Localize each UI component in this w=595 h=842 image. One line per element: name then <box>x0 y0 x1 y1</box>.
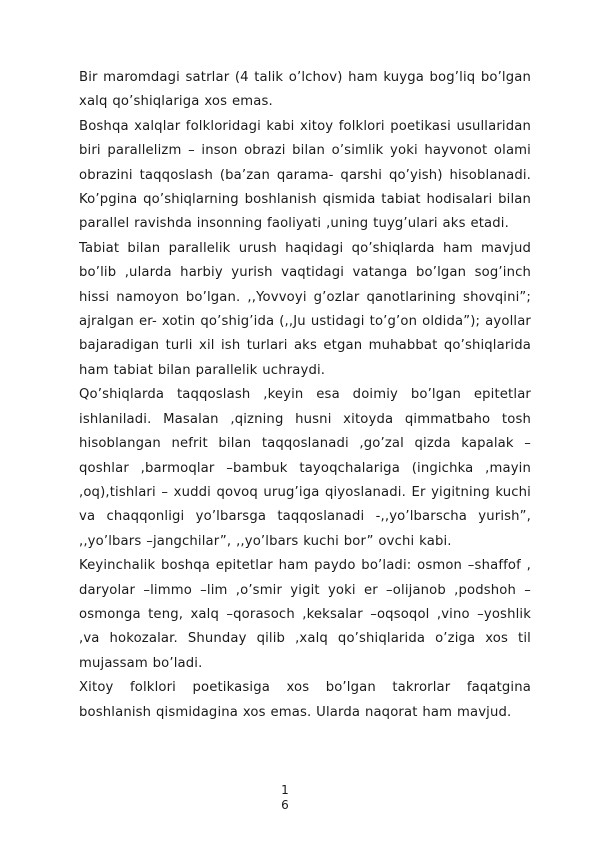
paragraph: Qo’shiqlarda taqqoslash ,keyin esa doimiy bo’lgan epitetlar ishlaniladi. Masalan ,qizning husni xitoyda qimmatbaho tosh hisoblangan nefrit bilan taqqoslanadi ,go’zal qizda kapalak –qoshlar ,barmoqlar –bambuk tayoqchalariga (ingichka ,mayin ,oq),tishlari – xuddi qovoq urug’iga qiyoslanadi. Er yigitning kuchi va chaqqonligi yo’lbarsga taqqoslanadi -,,yo’lbarscha yurish”, ,,yo’lbars –jangchilar”, ,,yo’lbars kuchi bor” ovchi kabi. <box>79 387 531 549</box>
paragraph: Xitoy folklori poetikasiga xos bo’lgan takrorlar faqatgina boshlanish qismidagina xos emas. Ularda naqorat ham mavjud. <box>79 680 531 720</box>
paragraph: Tabiat bilan parallelik urush haqidagi qo’shiqlarda ham mavjud bo’lib ,ularda harbiy yurish vaqtidagi vatanga bo’lgan sog’inch hissi namoyon bo’lgan. ,,Yovvoyi g’ozlar qanotlarining shovqini”; ajralgan er- xotin qo’shig’ida (,,Ju ustidagi to’g’on oldida”); ayollar bajaradigan turli xil ish turlari aks etgan muhabbat qo’shiqlarida ham tabiat bilan parallelik uchraydi. <box>79 240 531 378</box>
page-number-digit: 6 <box>281 798 289 812</box>
page-number <box>280 783 290 813</box>
body-text <box>79 66 531 725</box>
paragraph: Keyinchalik boshqa epitetlar ham paydo bo’ladi: osmon –shaffof , daryolar –limmo –lim ,o’smir yigit yoki er –olijanob ,podshoh – osmonga teng, xalq –qorasoch ,keksalar –oqsoqol ,vino –yoshlik ,va hokozalar. Shunday qilib ,xalq qo’shiqlarida o’ziga xos til mujassam bo’ladi. <box>79 558 531 671</box>
page-number-digit: 1 <box>281 783 289 797</box>
paragraph: Boshqa xalqlar folkloridagi kabi xitoy folklori poetikasi usullaridan biri parallelizm – inson obrazi bilan o’simlik yoki hayvonot olami obrazini taqqoslash (ba’zan qarama- qarshi qo’yish) hisoblanadi. Ko’pgina qo’shiqlarning boshlanish qismida tabiat hodisalari bilan parallel ravishda insonning faoliyati ,uning tuyg’ulari aks etadi. <box>79 118 531 232</box>
paragraph: Bir maromdagi satrlar (4 talik o’lchov) ham kuyga bog’liq bo’lgan xalq qo’shiqlariga xos emas. <box>79 70 531 110</box>
